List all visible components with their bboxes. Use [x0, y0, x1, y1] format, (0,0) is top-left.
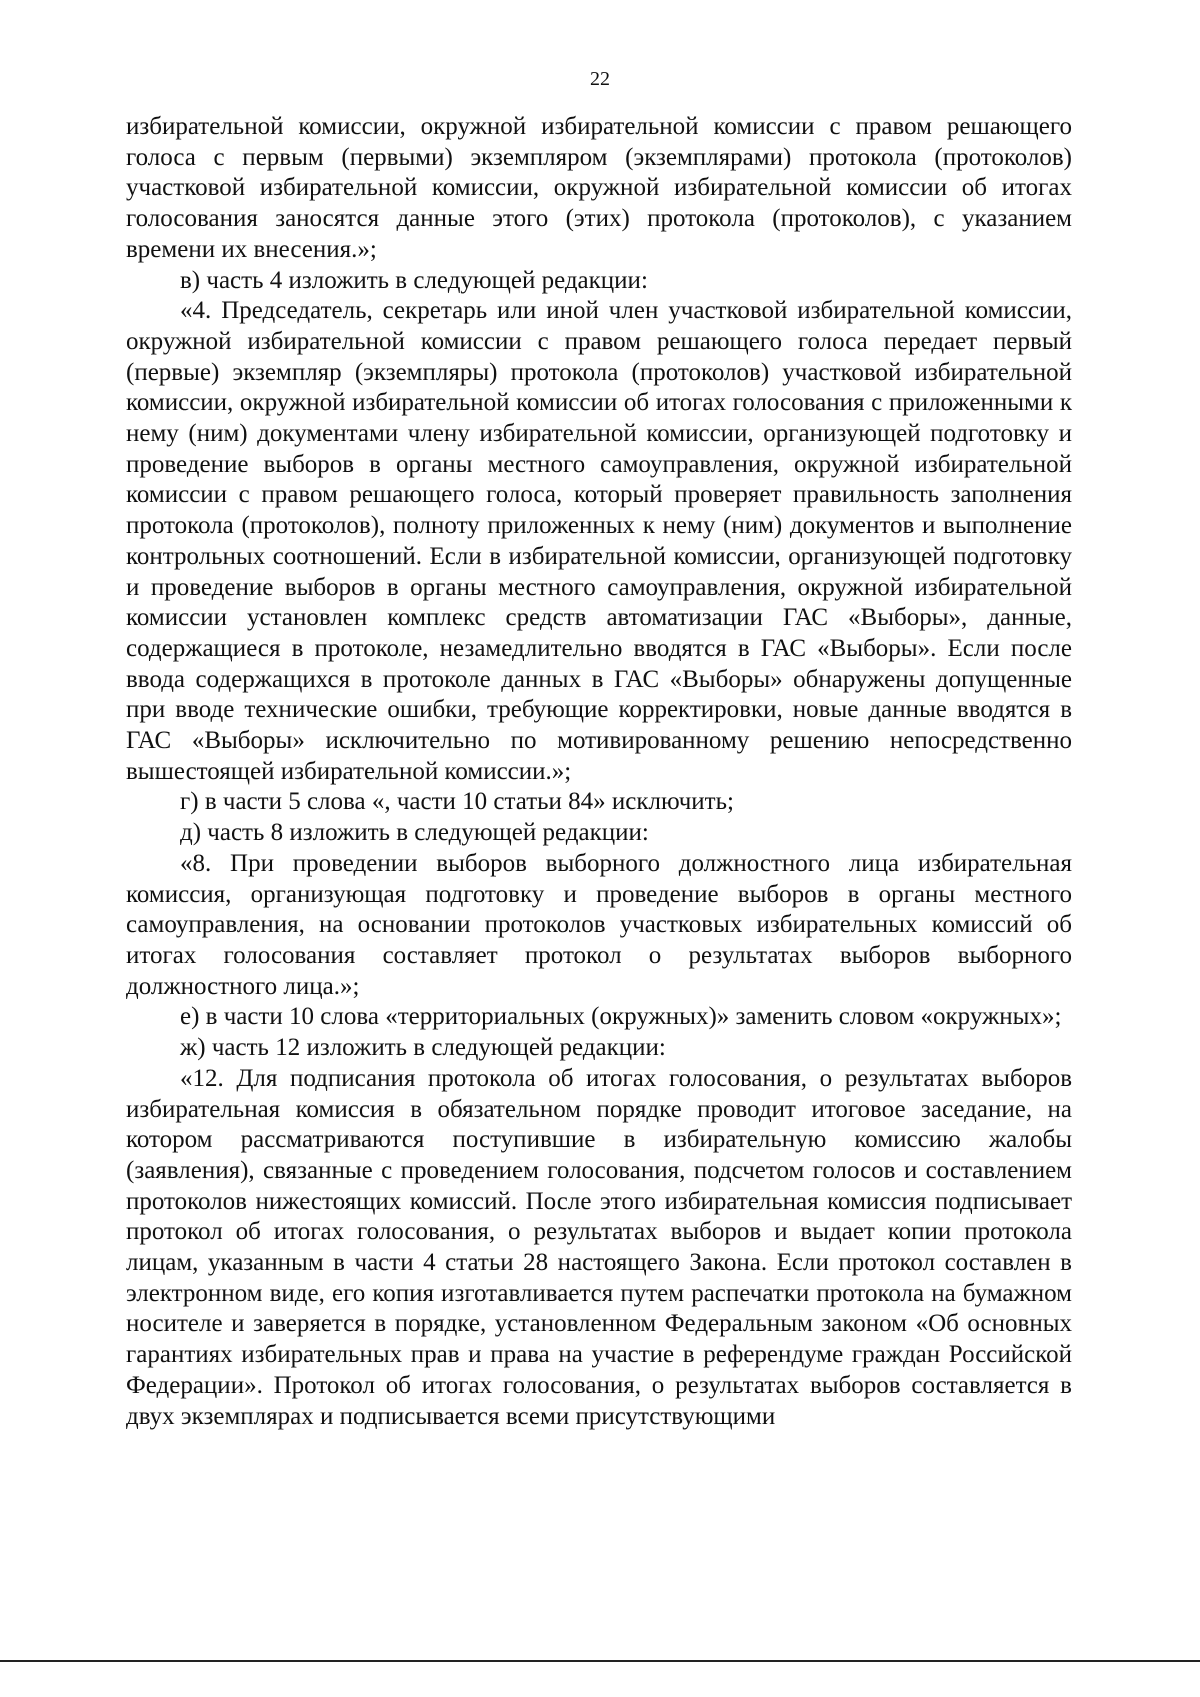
paragraph-item-e: е) в части 10 слова «территориальных (окружных)» заменить словом «окружных»;	[180, 1003, 1062, 1031]
paragraph-part-8: «8. При проведении выборов выборного должностного лица избирательная комиссия, организующая подготовку и проведение выборов в органы местного самоуправления, на основании протоколов участковых избирательных комиссий об итогах голосования составляет протокол о результатах выборов выборного должностного лица.»;	[126, 849, 1072, 1000]
page-number: 22	[590, 68, 610, 90]
paragraph-item-v: в) часть 4 изложить в следующей редакции:	[180, 266, 648, 294]
document-body	[126, 112, 1072, 1432]
bottom-divider	[0, 1660, 1200, 1662]
paragraph-item-g: г) в части 5 слова «, части 10 статьи 84» исключить;	[180, 788, 734, 816]
paragraph-continuation: избирательной комиссии, окружной избирательной комиссии с правом решающего голоса с первым (первыми) экземпляром (экземплярами) протокола (протоколов) участковой избирательной комиссии, окружной избирательной комиссии об итогах голосования заносятся данные этого (этих) протокола (протоколов), с указанием времени их внесения.»;	[126, 113, 1072, 263]
paragraph-part-12: «12. Для подписания протокола об итогах голосования, о результатах выборов избирательная комиссия в обязательном порядке проводит итоговое заседание, на котором рассматриваются поступившие в избирательную комиссию жалобы (заявления), связанные с проведением голосования, подсчетом голосов и составлением протоколов нижестоящих комиссий. После этого избирательная комиссия подписывает протокол об итогах голосования, о результатах выборов и выдает копии протокола лицам, указанным в части 4 статьи 28 настоящего Закона. Если протокол составлен в электронном виде, его копия изготавливается путем распечатки протокола на бумажном носителе и заверяется в порядке, установленном Федеральным законом «Об основных гарантиях избирательных прав и права на участие в референдуме граждан Российской Федерации». Протокол об итогах голосования, о результатах выборов составляется в двух экземплярах и подписывается всеми присутствующими	[126, 1064, 1072, 1430]
paragraph-part-4: «4. Председатель, секретарь или иной член участковой избирательной комиссии, окружной избирательной комиссии с правом решающего голоса передает первый (первые) экземпляр (экземпляры) протокола (протоколов) участковой избирательной комиссии, окружной избирательной комиссии об итогах голосования с приложенными к нему (ним) документами члену избирательной комиссии, организующей подготовку и проведение выборов в органы местного самоуправления, окружной избирательной комиссии с правом решающего голоса, который проверяет правильность заполнения протокола (протоколов), полноту приложенных к нему (ним) документов и выполнение контрольных соотношений. Если в избирательной комиссии, организующей подготовку и проведение выборов в органы местного самоуправления, окружной избирательной комиссии установлен комплекс средств автоматизации ГАС «Выборы», данные, содержащиеся в протоколе, незамедлительно вводятся в ГАС «Выборы». Если после ввода содержащихся в протоколе данных в ГАС «Выборы» обнаружены допущенные при вводе технические ошибки, требующие корректировки, новые данные вводятся в ГАС «Выборы» исключительно по мотивированному решению непосредственно вышестоящей избирательной комиссии.»;	[126, 297, 1072, 785]
paragraph-item-zh: ж) часть 12 изложить в следующей редакции:	[180, 1034, 666, 1062]
paragraph-item-d: д) часть 8 изложить в следующей редакции:	[180, 819, 649, 847]
